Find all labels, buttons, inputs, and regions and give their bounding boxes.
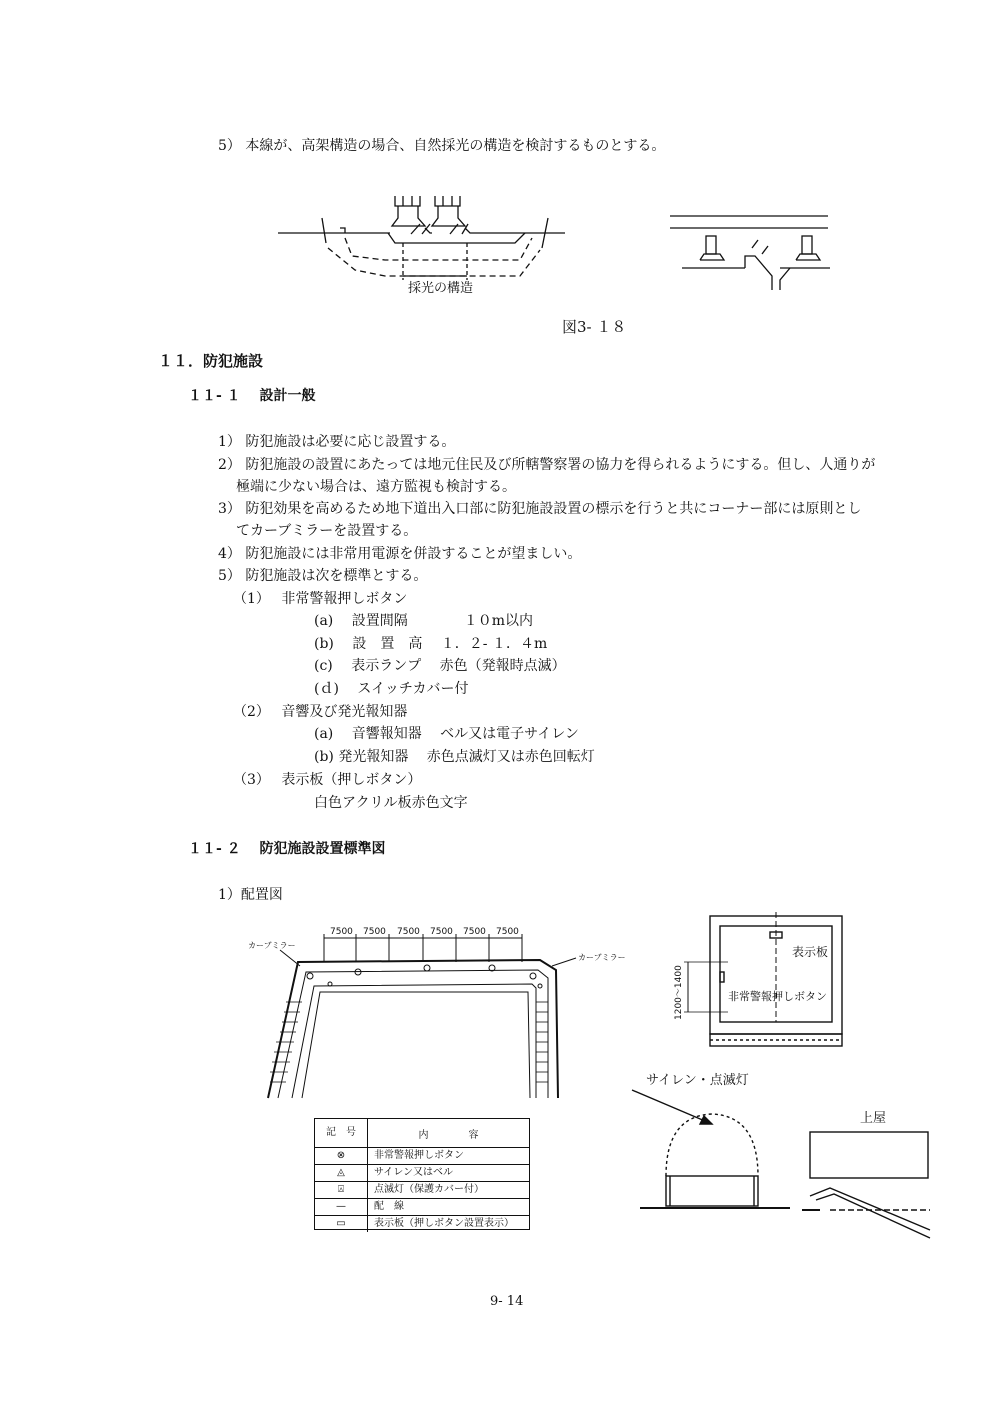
legend-row xyxy=(315,1216,529,1232)
alarm-button-label: 非常警報押しボタン xyxy=(728,990,827,1003)
alarm-button-symbol-icon: ⊗ xyxy=(315,1148,368,1164)
legend-text: 非常警報押しボタン xyxy=(374,1150,464,1161)
sign-board-label: 表示板 xyxy=(792,945,829,959)
section-title: １１．防犯施設 xyxy=(158,352,264,370)
spec-item: (b) 設 置 高 １．２- １．４m xyxy=(314,636,548,652)
spec-item: (c) 表示ランプ 赤色（発報時点滅） xyxy=(314,658,566,674)
curve-mirror-left-label: カーブミラー xyxy=(248,941,296,950)
figure-caption: 図3- １８ xyxy=(562,318,627,336)
spec-item: (b) 発光報知器 赤色点滅灯又は赤色回転灯 xyxy=(314,749,595,765)
wiring-symbol-icon: — xyxy=(315,1199,368,1215)
dim-label: 7500 xyxy=(496,927,519,937)
curve-mirror-right-label: カーブミラー xyxy=(578,953,626,962)
legend-row xyxy=(315,1199,529,1216)
spec-item: (a) 音響報知器 ベル又は電子サイレン xyxy=(314,726,579,742)
list-item: 5） 防犯施設は次を標準とする。 xyxy=(218,568,428,584)
dim-label: 7500 xyxy=(363,927,386,937)
dim-label: 7500 xyxy=(430,927,453,937)
page-number: 9- 14 xyxy=(490,1294,524,1309)
legend-row xyxy=(315,1148,529,1165)
dim-label: 7500 xyxy=(463,927,486,937)
legend-text: 点滅灯（保護カバー付） xyxy=(374,1184,484,1195)
height-dim-label: 1200～1400 xyxy=(674,965,684,1020)
flash-light-symbol-icon: ⍓ xyxy=(315,1182,368,1198)
figure-3-18-lighting-structure xyxy=(270,188,840,300)
siren-symbol-icon: ◬ xyxy=(315,1165,368,1181)
roof-label: 上屋 xyxy=(860,1111,887,1126)
list-item: 2） 防犯施設の設置にあたっては地元住民及び所轄警察署の協力を得られるようにする。但し、人通りが xyxy=(218,457,876,473)
list-item: 1） 防犯施設は必要に応じ設置する。 xyxy=(218,434,456,450)
legend-header xyxy=(315,1119,529,1148)
subsection-1-title: １１- １ 設計一般 xyxy=(188,388,316,404)
layout-plan-label: 1）配置図 xyxy=(218,887,283,903)
siren-roof-figure xyxy=(630,1070,940,1240)
legend-text: 表示板（押しボタン設置表示） xyxy=(374,1218,514,1229)
list-item: てカーブミラーを設置する。 xyxy=(236,523,418,539)
list-item: 極端に少ない場合は、遠方監視も検討する。 xyxy=(236,479,516,495)
siren-flash-label: サイレン・点滅灯 xyxy=(646,1073,749,1088)
dim-label: 7500 xyxy=(330,927,353,937)
legend-head-content: 内 容 xyxy=(418,1129,479,1141)
lighting-structure-label: 採光の構造 xyxy=(408,281,474,296)
legend-row xyxy=(315,1182,529,1199)
spec-group-2-title: （2） 音響及び発光報知器 xyxy=(233,704,408,720)
legend-table xyxy=(314,1118,530,1230)
spec-group-1-title: （1） 非常警報押しボタン xyxy=(233,591,408,607)
legend-text: 配 線 xyxy=(374,1201,404,1212)
dim-label: 7500 xyxy=(397,927,420,937)
spec-item: (a) 設置間隔 １０m以内 xyxy=(314,613,533,629)
spec-group-3-title: （3） 表示板（押しボタン） xyxy=(233,772,422,788)
cross-section-figure xyxy=(664,912,854,1054)
list-item: 4） 防犯施設には非常用電源を併設することが望ましい。 xyxy=(218,546,582,562)
legend-row xyxy=(315,1165,529,1182)
list-item: 3） 防犯効果を高めるため地下道出入口部に防犯施設設置の標示を行うと共にコーナー部には原則とし xyxy=(218,501,862,517)
spec-item: (ｄ) スイッチカバー付 xyxy=(314,681,469,697)
sign-board-symbol-icon: ▭ xyxy=(315,1216,368,1232)
spec-item: 白色アクリル板赤色文字 xyxy=(314,795,468,811)
layout-plan-figure xyxy=(240,922,640,1100)
legend-text: サイレン又はベル xyxy=(374,1167,454,1178)
item-5-elevated: 5） 本線が、高架構造の場合、自然採光の構造を検討するものとする。 xyxy=(218,138,666,154)
subsection-2-title: １１- ２ 防犯施設設置標準図 xyxy=(188,841,386,857)
legend-head-symbol: 記 号 xyxy=(315,1119,368,1147)
